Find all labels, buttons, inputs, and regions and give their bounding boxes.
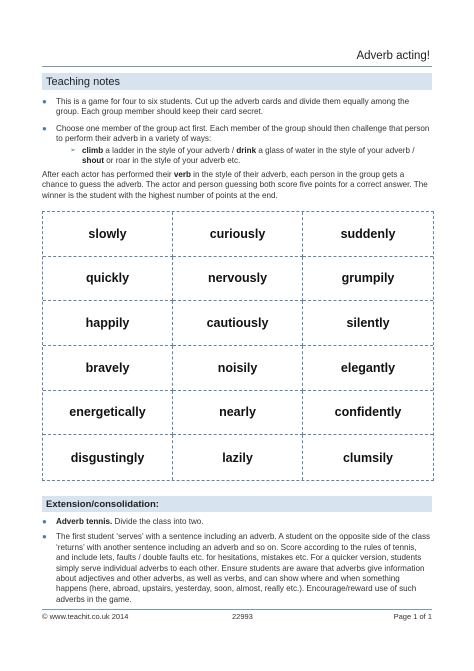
adverb-card: happily (43, 301, 173, 346)
adverb-card: clumsily (342, 450, 394, 465)
list-item (42, 97, 432, 118)
adverb-card: grumpily (303, 257, 433, 302)
verb-shout: shout (82, 156, 105, 166)
adverb-card: energetically (43, 391, 173, 436)
adverb-card: lazily (173, 435, 303, 480)
adverb-card: quickly (43, 257, 173, 302)
adverb-card: slowly (43, 212, 173, 257)
top-divider (42, 66, 432, 67)
adverb-card: disgustingly (43, 435, 173, 480)
adverb-card: confidently (303, 391, 433, 436)
list-item-text: The first student ‘serves’ with a sentence including an adverb. A student on the opposite side of the class ‘returns’ with another sentence including an adverb and so on. Score according to the rules of tennis, and include lets, faults / double faults etc. for hesitations, mistakes etc. For a quicker version, students simply serve individual adverbs to each other. Ensure students are aware that adverbs give information about adjectives and other adverbs, as well as verbs, and can show where and when something happens (here, abroad, upstairs, yesterday, soon, almost, really etc.). Encourage/reward use of such adverbs in the game. (56, 532, 431, 604)
list-item-text: Divide the class into two. (112, 517, 204, 526)
adverb-card-grid (42, 211, 434, 481)
adverb-card: elegantly (303, 346, 433, 391)
footer-code: 22993 (232, 612, 253, 621)
list-item-text: Choose one member of the group act first. Each member of the group should then challenge that person to perform their adverb in a variety of ways: (56, 123, 430, 144)
bullet-icon: ● (42, 97, 47, 106)
bullet-icon: ● (42, 517, 47, 526)
page-title: Adverb acting! (356, 50, 430, 62)
paragraph-text: After each actor has performed their (42, 170, 174, 179)
list-item-text: This is a game for four to six students. Cut up the adverb cards and divide them equally among the group. Each group member should keep their card secret. (56, 97, 410, 117)
adverb-card: cautiously (173, 301, 303, 346)
verb-drink: drink (236, 145, 257, 155)
sub-list-item (70, 146, 432, 167)
adverb-card: curiously (173, 212, 303, 257)
sub-text: or roar in the style of your adverb etc. (104, 156, 241, 166)
instructions-paragraph (42, 170, 432, 201)
extension-heading: Extension/consolidation: (42, 496, 432, 512)
extension-list (42, 517, 432, 611)
adverb-card: nervously (173, 257, 303, 302)
paragraph-text: in the style of their adverb, each person in the group gets a chance to guess the adverb. The actor and person guessing both score five points for a correct answer. The winner is the student with the highest number of points at the end. (42, 170, 428, 200)
adverb-card: silently (303, 301, 433, 346)
footer-page-number: Page 1 of 1 (393, 612, 432, 621)
sub-text: a glass of water in the style of your adverb / (256, 145, 415, 155)
bullet-icon: ● (42, 532, 47, 542)
bullet-icon: ● (42, 123, 47, 133)
adverb-card: nearly (173, 391, 303, 436)
paragraph-bold: verb (173, 170, 191, 179)
footer-divider (42, 609, 432, 610)
list-item (42, 517, 432, 527)
list-item (42, 532, 432, 605)
teaching-notes-heading: Teaching notes (42, 73, 432, 90)
adverb-card: bravely (43, 346, 173, 391)
arrow-bullet-icon: ➢ (70, 146, 76, 154)
list-item-bold: Adverb tennis. (56, 517, 113, 526)
sub-text: a ladder in the style of your adverb / (103, 145, 237, 155)
footer (42, 612, 432, 624)
adverb-card: noisily (173, 346, 303, 391)
adverb-card: suddenly (303, 212, 433, 257)
teaching-notes-list (42, 97, 432, 166)
list-item (42, 124, 432, 167)
footer-copyright: © www.teachit.co.uk 2014 (42, 612, 129, 621)
verb-climb: climb (82, 145, 104, 155)
